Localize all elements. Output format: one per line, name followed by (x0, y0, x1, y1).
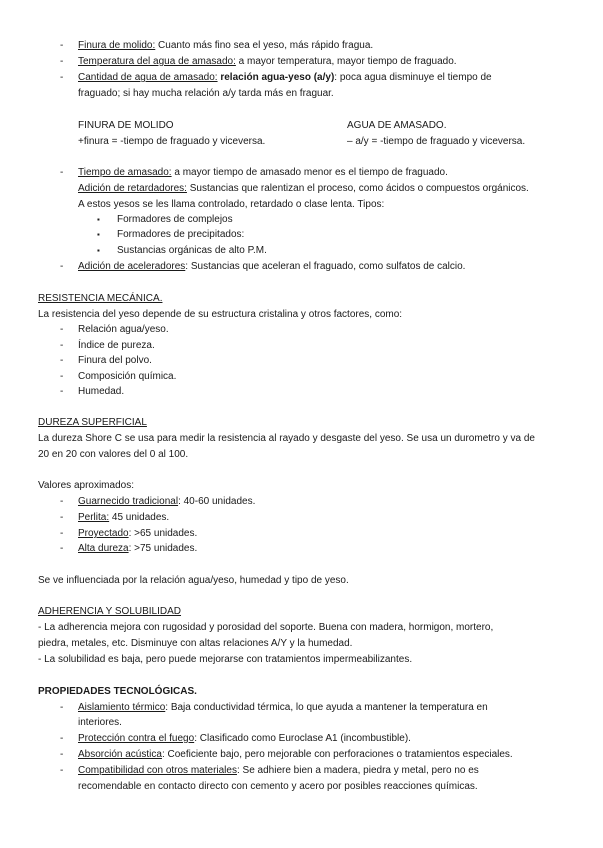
term-label: Cantidad de agua de amasado: (78, 72, 218, 83)
term-text: : poca agua disminuye el tiempo de (334, 72, 492, 83)
dash-bullet: - (60, 496, 64, 507)
term-label: Finura de molido: (78, 40, 156, 51)
dash-bullet: - (60, 324, 64, 335)
dash-bullet: - (60, 56, 64, 67)
square-bullet-icon: ▪ (97, 230, 100, 239)
term-label: Adición de aceleradores (78, 261, 186, 272)
term-text: a mayor temperatura, mayor tiempo de fraguado. (235, 56, 457, 67)
term-text: Sustancias que ralentizan el proceso, como ácidos o compuestos orgánicos. (186, 183, 529, 194)
resistencia-item-text: Relación agua/yeso. (78, 324, 169, 335)
term-label: Adición de retardadores: (78, 183, 187, 194)
dash-bullet: - (60, 702, 64, 713)
dash-bullet: - (60, 340, 64, 351)
term-bold: relación agua-yeso (a/y) (217, 72, 335, 83)
term-text: Cuanto más fino sea el yeso, más rápido fragua. (155, 40, 374, 51)
term-label: Alta dureza (78, 543, 129, 554)
section-title-dureza: DUREZA SUPERFICIAL (38, 417, 147, 428)
dash-bullet: - (60, 528, 64, 539)
table-col1-head: FINURA DE MOLIDO (78, 120, 174, 131)
term-text: : Coeficiente bajo, pero mejorable con perforaciones o tratamientos especiales. (161, 749, 513, 760)
term-text: : Se adhiere bien a madera, piedra y metal, pero no es (236, 765, 479, 776)
term-label: Aislamiento térmico (78, 702, 166, 713)
term-text: : 40-60 unidades. (178, 496, 256, 507)
term-label: Proyectado (78, 528, 129, 539)
section-title-resistencia: RESISTENCIA MECÁNICA. (38, 293, 163, 304)
term-text: : Sustancias que aceleran el fraguado, como sulfatos de calcio. (185, 261, 466, 272)
adherencia-line-2: piedra, metales, etc. Disminuye con altas relaciones A/Y y la humedad. (38, 638, 353, 649)
dureza-values-title: Valores aproximados: (38, 480, 134, 491)
dash-bullet: - (60, 40, 64, 51)
square-bullet-icon: ▪ (97, 215, 100, 224)
term-text: : >75 unidades. (128, 543, 198, 554)
list2-retardadores-cont: A estos yesos se les llama controlado, retardado o clase lenta. Tipos: (78, 199, 385, 210)
dash-bullet: - (60, 261, 64, 272)
square-bullet-icon: ▪ (97, 246, 100, 255)
list2-retardadores (78, 182, 529, 195)
dureza-paragraph-2: 20 en 20 con valores del 0 al 100. (38, 449, 189, 460)
term-label: Perlita: (78, 512, 110, 523)
dash-bullet: - (60, 512, 64, 523)
table-col1-value: +finura = -tiempo de fraguado y viceversa. (78, 136, 266, 147)
term-label: Temperatura del agua de amasado: (78, 56, 236, 67)
term-text: a mayor tiempo de amasado menor es el tiempo de fraguado. (171, 167, 448, 178)
sub-item-text: Formadores de precipitados: (117, 229, 245, 240)
propiedades-item-cont: recomendable en contacto directo con cemento y acero por posibles reacciones químicas. (78, 781, 478, 792)
dash-bullet: - (60, 543, 64, 554)
term-label: Tiempo de amasado: (78, 167, 172, 178)
dash-bullet: - (60, 167, 64, 178)
resistencia-item-text: Humedad. (78, 386, 125, 397)
term-text: : >65 unidades. (128, 528, 198, 539)
dash-bullet: - (60, 733, 64, 744)
table-col2-value: – a/y = -tiempo de fraguado y viceversa. (347, 136, 526, 147)
term-text: : Clasificado como Euroclase A1 (incombustible). (194, 733, 411, 744)
term-label: Protección contra el fuego (78, 733, 195, 744)
term-text: 45 unidades. (109, 512, 170, 523)
sub-item-text: Formadores de complejos (117, 214, 233, 225)
term-label: Guarnecido tradicional (78, 496, 179, 507)
list1-item-3-cont: fraguado; si hay mucha relación a/y tarda más en fraguar. (78, 88, 334, 99)
dash-bullet: - (60, 386, 64, 397)
dureza-paragraph-1: La dureza Shore C se usa para medir la resistencia al rayado y desgaste del yeso. Se usa un durometro y va de (38, 433, 535, 444)
dureza-note: Se ve influenciada por la relación agua/yeso, humedad y tipo de yeso. (38, 575, 349, 586)
term-label: Absorción acústica (78, 749, 162, 760)
dash-bullet: - (60, 371, 64, 382)
adherencia-line-3: - La solubilidad es baja, pero puede mejorarse con tratamientos impermeabilizantes. (38, 654, 413, 665)
resistencia-item-text: Composición química. (78, 371, 177, 382)
section-title-adherencia: ADHERENCIA Y SOLUBILIDAD (38, 606, 182, 617)
resistencia-item-text: Finura del polvo. (78, 355, 152, 366)
resistencia-item-text: Índice de pureza. (78, 340, 155, 351)
term-text: : Baja conductividad térmica, lo que ayuda a mantener la temperatura en (165, 702, 488, 713)
sub-item-text: Sustancias orgánicas de alto P.M. (117, 245, 267, 256)
adherencia-line-1: - La adherencia mejora con rugosidad y porosidad del soporte. Buena con madera, hormigon, mortero, (38, 622, 494, 633)
dash-bullet: - (60, 749, 64, 760)
resistencia-intro: La resistencia del yeso depende de su estructura cristalina y otros factores, como: (38, 309, 403, 320)
dash-bullet: - (60, 765, 64, 776)
term-label: Compatibilidad con otros materiales (78, 765, 237, 776)
propiedades-item-cont: interiores. (78, 717, 122, 728)
table-col2-head: AGUA DE AMASADO. (347, 120, 447, 131)
dash-bullet: - (60, 355, 64, 366)
dash-bullet: - (60, 72, 64, 83)
section-title-propiedades: PROPIEDADES TECNOLÓGICAS. (38, 686, 197, 697)
